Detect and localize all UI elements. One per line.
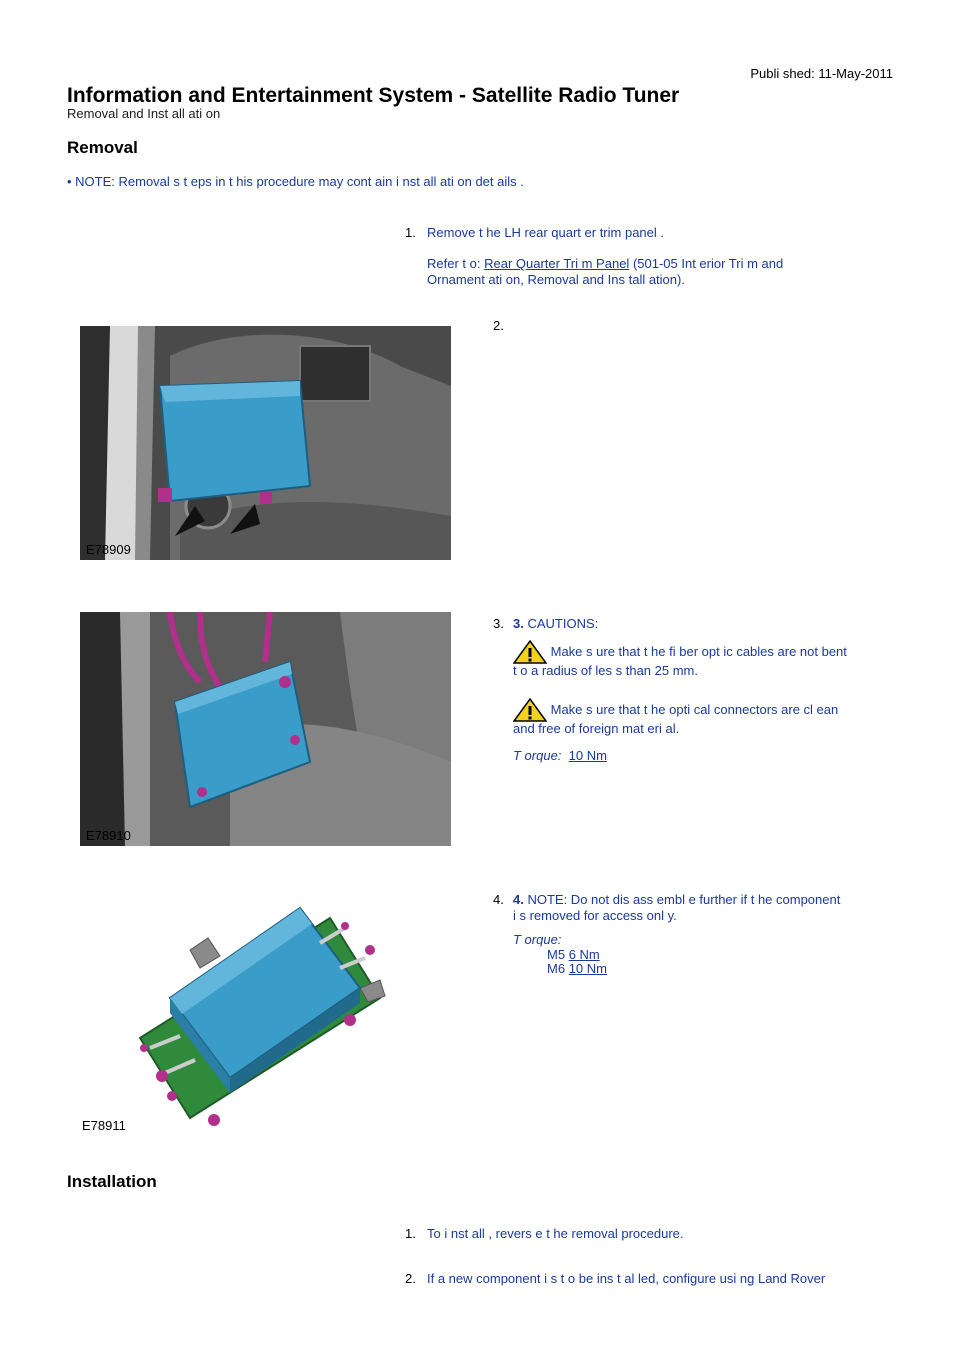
- caution-2-line-1: Make s ure that t he opti cal connectors are cl ean: [550, 702, 839, 717]
- cautions-heading: [513, 616, 598, 632]
- warning-icon: [513, 640, 547, 664]
- refer-to-line: [427, 256, 783, 272]
- caution-2-line-2: and free of foreign mat eri al.: [513, 721, 680, 736]
- m6-value: 10 Nm: [568, 961, 607, 976]
- torque-m6: [547, 961, 607, 977]
- figure-e78911: [80, 888, 451, 1138]
- torque-label: [513, 932, 561, 948]
- figure-e78910: [80, 612, 451, 846]
- figure-e78909-drawing: [80, 326, 451, 560]
- step-number: 3.: [493, 616, 504, 631]
- step-bold-number: 3.: [513, 616, 524, 631]
- torque-line: [513, 748, 607, 764]
- figure-label: E78909: [86, 542, 131, 557]
- figure-e78909: [80, 326, 451, 560]
- step-bold-number: 4.: [513, 892, 524, 907]
- caution-1-line-2: t o a radius of les s than 25 mm.: [513, 663, 698, 678]
- removal-heading: Removal: [67, 138, 138, 157]
- step-text: To i nst all , revers e t he removal procedure.: [427, 1226, 684, 1241]
- figure-label: E78910: [86, 828, 131, 843]
- removal-note: • NOTE: Removal s t eps in t his procedure may cont ain i nst all ati on det ails .: [67, 174, 524, 189]
- torque-value: 10 Nm: [568, 748, 607, 763]
- step-text: Remove t he LH rear quart er trim panel .: [427, 225, 664, 240]
- installation-heading: Installation: [67, 1172, 157, 1191]
- caution-2: [513, 698, 893, 722]
- step-4-line-2: i s removed for access onl y.: [513, 908, 677, 923]
- refer-prefix: Refer t o:: [427, 256, 481, 271]
- m5-value: 6 Nm: [568, 947, 600, 962]
- torque-label: T orque:: [513, 748, 562, 763]
- cautions-label: CAUTIONS:: [527, 616, 599, 631]
- step-number: 4.: [493, 892, 504, 907]
- published-date: Publi shed: 11-May-2011: [750, 66, 893, 81]
- m6-label: M6: [547, 961, 566, 976]
- torque-label-text: T orque:: [513, 932, 562, 947]
- page-subtitle: Removal and Inst all ati on: [67, 106, 221, 121]
- step-number: 1.: [405, 225, 416, 240]
- rear-quarter-trim-panel-link[interactable]: Rear Quarter Tri m Panel: [484, 256, 630, 271]
- refer-suffix: (501-05 Int erior Tri m and: [632, 256, 784, 271]
- step-text: If a new component i s t o be ins t al led, configure usi ng Land Rover: [427, 1271, 826, 1286]
- warning-icon: [513, 698, 547, 722]
- caution-1-line-1: Make s ure that t he fi ber opt ic cables are not bent: [550, 644, 847, 659]
- page-title: Information and Entertainment System - Satellite Radio Tuner: [67, 84, 680, 107]
- refer-suffix-line-2: Ornament ati on, Removal and Ins tall ation).: [427, 272, 685, 287]
- figure-label: E78911: [82, 1118, 126, 1133]
- m5-label: M5: [547, 947, 566, 962]
- step-4-note: NOTE: Do not dis ass embl e further if t he component: [527, 892, 841, 907]
- step-number: 2.: [493, 318, 504, 333]
- caution-1: [513, 640, 893, 664]
- step-number: 2.: [405, 1271, 416, 1286]
- step-number: 1.: [405, 1226, 416, 1241]
- figure-e78910-drawing: [80, 612, 451, 846]
- figure-e78911-drawing: [80, 888, 451, 1138]
- step-4-line-1: [513, 892, 840, 908]
